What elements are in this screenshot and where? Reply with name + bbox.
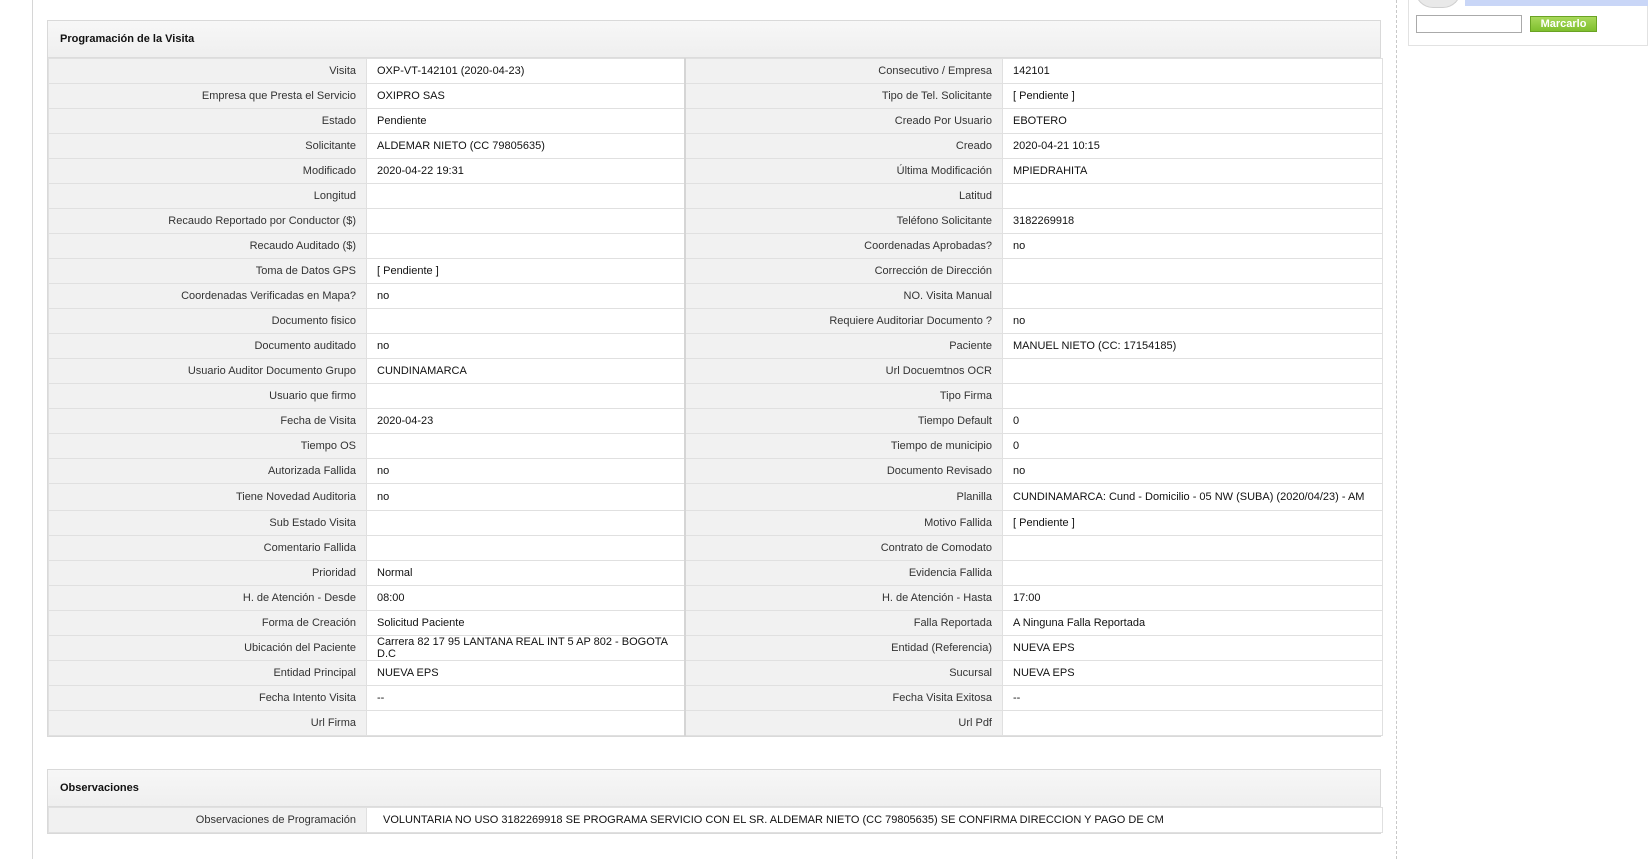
field-label: Creado Por Usuario: [685, 109, 1003, 134]
field-label: Tipo Firma: [685, 384, 1003, 409]
field-label: Entidad (Referencia): [685, 636, 1003, 661]
field-label: Creado: [685, 134, 1003, 159]
field-label: Prioridad: [49, 561, 367, 586]
field-value: no: [1003, 459, 1383, 484]
field-value: [ Pendiente ]: [1003, 511, 1383, 536]
table-row: [49, 384, 1383, 409]
table-row: [49, 711, 1383, 736]
field-label: NO. Visita Manual: [685, 284, 1003, 309]
cloud-icon: [1415, 0, 1461, 8]
table-row: [49, 209, 1383, 234]
table-row: [49, 234, 1383, 259]
field-label: Recaudo Auditado ($): [49, 234, 367, 259]
field-label: Autorizada Fallida: [49, 459, 367, 484]
field-value: [367, 711, 685, 736]
table-row: [49, 109, 1383, 134]
field-value: CUNDINAMARCA: [367, 359, 685, 384]
field-label: Coordenadas Verificadas en Mapa?: [49, 284, 367, 309]
field-label: Sucursal: [685, 661, 1003, 686]
table-row: [49, 184, 1383, 209]
field-label: Latitud: [685, 184, 1003, 209]
field-value: --: [367, 686, 685, 711]
field-label: Tipo de Tel. Solicitante: [685, 84, 1003, 109]
field-label: Toma de Datos GPS: [49, 259, 367, 284]
field-label: Url Pdf: [685, 711, 1003, 736]
field-label: Forma de Creación: [49, 611, 367, 636]
table-row: [49, 159, 1383, 184]
mark-input[interactable]: [1416, 15, 1522, 33]
field-label: Estado: [49, 109, 367, 134]
field-value: 2020-04-21 10:15: [1003, 134, 1383, 159]
field-value: EBOTERO: [1003, 109, 1383, 134]
table-row: [49, 586, 1383, 611]
field-label: Recaudo Reportado por Conductor ($): [49, 209, 367, 234]
field-value: [367, 309, 685, 334]
programacion-title: Programación de la Visita: [48, 21, 1380, 58]
table-row: [49, 59, 1383, 84]
field-value: [367, 234, 685, 259]
observaciones-panel: [47, 769, 1381, 834]
table-row: [49, 309, 1383, 334]
table-row: [49, 434, 1383, 459]
table-row: [49, 561, 1383, 586]
field-value: MPIEDRAHITA: [1003, 159, 1383, 184]
field-value: 08:00: [367, 586, 685, 611]
field-label: Entidad Principal: [49, 661, 367, 686]
field-value: Pendiente: [367, 109, 685, 134]
field-label: Tiempo de municipio: [685, 434, 1003, 459]
table-row: [49, 84, 1383, 109]
field-label: Solicitante: [49, 134, 367, 159]
page-left-border: [32, 0, 33, 859]
field-value: 0: [1003, 409, 1383, 434]
observaciones-table: [48, 807, 1383, 833]
field-value: no: [1003, 234, 1383, 259]
field-value: --: [1003, 686, 1383, 711]
table-row: [49, 536, 1383, 561]
field-value: no: [367, 459, 685, 484]
column-divider: [1396, 0, 1397, 859]
observaciones-label: Observaciones de Programación: [49, 808, 367, 833]
field-value: Solicitud Paciente: [367, 611, 685, 636]
field-value: [367, 184, 685, 209]
field-value: no: [367, 284, 685, 309]
field-value: no: [367, 334, 685, 359]
table-row: [49, 661, 1383, 686]
field-label: Coordenadas Aprobadas?: [685, 234, 1003, 259]
field-label: Fecha de Visita: [49, 409, 367, 434]
field-label: Contrato de Comodato: [685, 536, 1003, 561]
field-label: Corrección de Dirección: [685, 259, 1003, 284]
table-row: [49, 134, 1383, 159]
field-label: Sub Estado Visita: [49, 511, 367, 536]
field-label: Empresa que Presta el Servicio: [49, 84, 367, 109]
field-value: Normal: [367, 561, 685, 586]
field-value: [ Pendiente ]: [367, 259, 685, 284]
table-row: [49, 359, 1383, 384]
field-label: Paciente: [685, 334, 1003, 359]
field-value: 2020-04-23: [367, 409, 685, 434]
table-row: [49, 484, 1383, 511]
programacion-panel: [47, 20, 1381, 737]
field-label: Ubicación del Paciente: [49, 636, 367, 661]
field-label: Tiempo OS: [49, 434, 367, 459]
field-value: [1003, 561, 1383, 586]
table-row: [49, 808, 1383, 833]
field-label: Documento Revisado: [685, 459, 1003, 484]
field-value: [1003, 384, 1383, 409]
field-label: Tiempo Default: [685, 409, 1003, 434]
field-label: Última Modificación: [685, 159, 1003, 184]
field-value: 17:00: [1003, 586, 1383, 611]
field-value: NUEVA EPS: [367, 661, 685, 686]
field-value: 0: [1003, 434, 1383, 459]
field-label: Evidencia Fallida: [685, 561, 1003, 586]
table-row: [49, 611, 1383, 636]
field-label: Tiene Novedad Auditoria: [49, 484, 367, 511]
field-value: 142101: [1003, 59, 1383, 84]
field-label: Documento fisico: [49, 309, 367, 334]
field-value: [1003, 184, 1383, 209]
field-label: H. de Atención - Hasta: [685, 586, 1003, 611]
observaciones-title: Observaciones: [48, 770, 1380, 807]
observaciones-value: VOLUNTARIA NO USO 3182269918 SE PROGRAMA SERVICIO CON EL SR. ALDEMAR NIETO (CC 79805635) SE CONFIRMA DIRECCION Y PAGO DE CM: [367, 808, 1383, 833]
field-label: Falla Reportada: [685, 611, 1003, 636]
field-value: [367, 434, 685, 459]
field-value: [ Pendiente ]: [1003, 84, 1383, 109]
field-label: Longitud: [49, 184, 367, 209]
field-label: Teléfono Solicitante: [685, 209, 1003, 234]
field-label: Url Docuemtnos OCR: [685, 359, 1003, 384]
field-label: Motivo Fallida: [685, 511, 1003, 536]
field-value: CUNDINAMARCA: Cund - Domicilio - 05 NW (SUBA) (2020/04/23) - AM: [1003, 484, 1383, 511]
table-row: [49, 511, 1383, 536]
field-value: 2020-04-22 19:31: [367, 159, 685, 184]
field-label: Consecutivo / Empresa: [685, 59, 1003, 84]
field-label: Visita: [49, 59, 367, 84]
field-value: [1003, 259, 1383, 284]
field-label: Url Firma: [49, 711, 367, 736]
field-value: MANUEL NIETO (CC: 17154185): [1003, 334, 1383, 359]
field-label: H. de Atención - Desde: [49, 586, 367, 611]
table-row: [49, 686, 1383, 711]
field-value: OXP-VT-142101 (2020-04-23): [367, 59, 685, 84]
field-value: [367, 511, 685, 536]
field-value: [1003, 711, 1383, 736]
field-value: [367, 384, 685, 409]
sidebar-mark-widget: [1408, 0, 1648, 46]
field-label: Documento auditado: [49, 334, 367, 359]
sidebar-header-band: [1465, 0, 1648, 6]
field-label: Fecha Visita Exitosa: [685, 686, 1003, 711]
table-row: [49, 409, 1383, 434]
field-value: Carrera 82 17 95 LANTANA REAL INT 5 AP 802 - BOGOTA D.C: [367, 636, 685, 661]
field-value: NUEVA EPS: [1003, 661, 1383, 686]
field-value: A Ninguna Falla Reportada: [1003, 611, 1383, 636]
field-value: [367, 536, 685, 561]
field-label: Requiere Auditoriar Documento ?: [685, 309, 1003, 334]
table-row: [49, 636, 1383, 661]
field-label: Usuario Auditor Documento Grupo: [49, 359, 367, 384]
field-value: [1003, 359, 1383, 384]
field-value: NUEVA EPS: [1003, 636, 1383, 661]
field-value: 3182269918: [1003, 209, 1383, 234]
field-value: ALDEMAR NIETO (CC 79805635): [367, 134, 685, 159]
field-value: [1003, 284, 1383, 309]
table-row: [49, 259, 1383, 284]
mark-button[interactable]: Marcarlo: [1530, 16, 1597, 32]
table-row: [49, 334, 1383, 359]
field-value: no: [1003, 309, 1383, 334]
programacion-table: [48, 58, 1383, 736]
field-value: no: [367, 484, 685, 511]
field-value: [367, 209, 685, 234]
field-label: Fecha Intento Visita: [49, 686, 367, 711]
field-label: Modificado: [49, 159, 367, 184]
table-row: [49, 459, 1383, 484]
field-label: Comentario Fallida: [49, 536, 367, 561]
table-row: [49, 284, 1383, 309]
field-label: Usuario que firmo: [49, 384, 367, 409]
field-label: Planilla: [685, 484, 1003, 511]
field-value: OXIPRO SAS: [367, 84, 685, 109]
field-value: [1003, 536, 1383, 561]
